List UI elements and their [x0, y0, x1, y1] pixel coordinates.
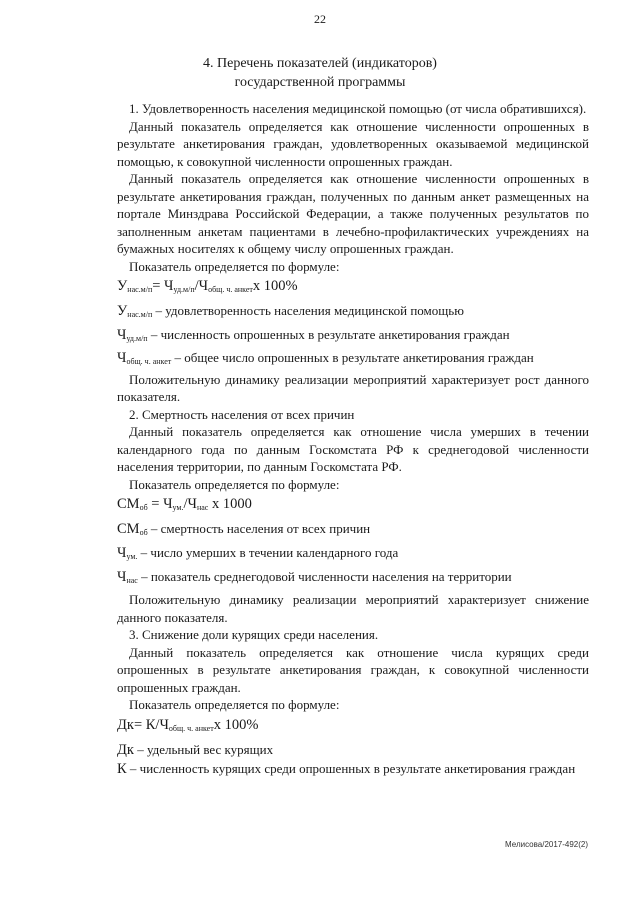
item3-definition-2: К – численность курящих среди опрошенных в результате анкетирования граждан — [117, 760, 576, 777]
item1-para2: Данный показатель определяется как отношение численности опрошенных в результате анкетирования граждан, полученных по данным анкет размещенных на портале Минздрава Российской Федерации, а также полученных результатов по заполненным анкетам пациентами в лечебно-профилактических учреждениях на бумажных носителях к общему числу опрошенных граждан. — [117, 171, 589, 256]
item1-heading: 1. Удовлетворенность населения медицинской помощью (от числа обратившихся). — [129, 101, 587, 116]
item1-definition-2: $Ч_{уд.м/п}$ – численность опрошенных в результате анкетирования граждан — [117, 327, 510, 343]
item1-definition-1: $У_{нас.м/п}$ – удовлетворенность населения медицинской помощью — [117, 303, 464, 319]
item3-para1: Данный показатель определяется как отношение числа курящих среди опрошенных в результате анкетирования граждан, к совокупной численности опрошенных граждан. — [117, 644, 589, 695]
item1-formula-intro: Показатель определяется по формуле: — [129, 258, 340, 274]
title-line-1: 4. Перечень показателей (индикаторов) — [203, 56, 437, 71]
item1-definition-3: $Ч_{общ. ч. анкет}$ – общее число опрошенных в результате анкетирования граждан — [117, 350, 534, 366]
item2-heading: 2. Смертность населения от всех причин — [129, 406, 355, 422]
item2-formula: $СМ_{об} = Ч_{ум.}/Ч_{нас}$ х 1000 — [117, 496, 252, 512]
item1-para1: Данный показатель определяется как отношение численности опрошенных в результате анкетирования граждан, удовлетворенных оказываемой медицинской помощью, к совокупной численности опрошенных граждан. — [117, 118, 589, 169]
page-number: 22 — [314, 12, 326, 26]
item3-heading: 3. Снижение доли курящих среди населения. — [129, 627, 379, 642]
item2-definition-1: $СМ_{об}$ – смертность населения от всех причин — [117, 521, 371, 537]
item2-formula-intro: Показатель определяется по формуле: — [129, 476, 340, 492]
item2-conclusion: Положительную динамику реализации мероприятий характеризует снижение данного показателя. — [117, 592, 589, 625]
item2-definition-2: $Ч_{ум.}$ – число умерших в течении календарного года — [117, 545, 399, 561]
title-line-2: государственной программы — [234, 75, 406, 90]
item3-formula-intro: Показатель определяется по формуле: — [129, 697, 340, 712]
item3-definition-1: Дк – удельный вес курящих — [117, 741, 274, 758]
document-code: Мелисова/2017-492(2) — [505, 840, 589, 849]
item3-formula: $Дк= К/Ч_{общ. ч. анкет}х$ 100% — [117, 716, 259, 733]
item2-para1: Данный показатель определяется как отношение числа умерших в течении календарного года по данным Госкомстата РФ к среднегодовой численности населения территории, по данным Госкомстата РФ. — [117, 424, 589, 474]
item1-formula: $У_{нас.м/п}= Ч_{уд.м/п}/Ч_{общ. ч. анкет}х$ 100% — [117, 278, 298, 294]
item2-definition-3: $Ч_{нас}$ – показатель среднегодовой численности населения на территории — [117, 569, 512, 585]
item1-conclusion: Положительную динамику реализации мероприятий характеризует рост данного показателя. — [117, 371, 589, 404]
document-body — [117, 100, 589, 778]
section-title — [0, 54, 640, 92]
